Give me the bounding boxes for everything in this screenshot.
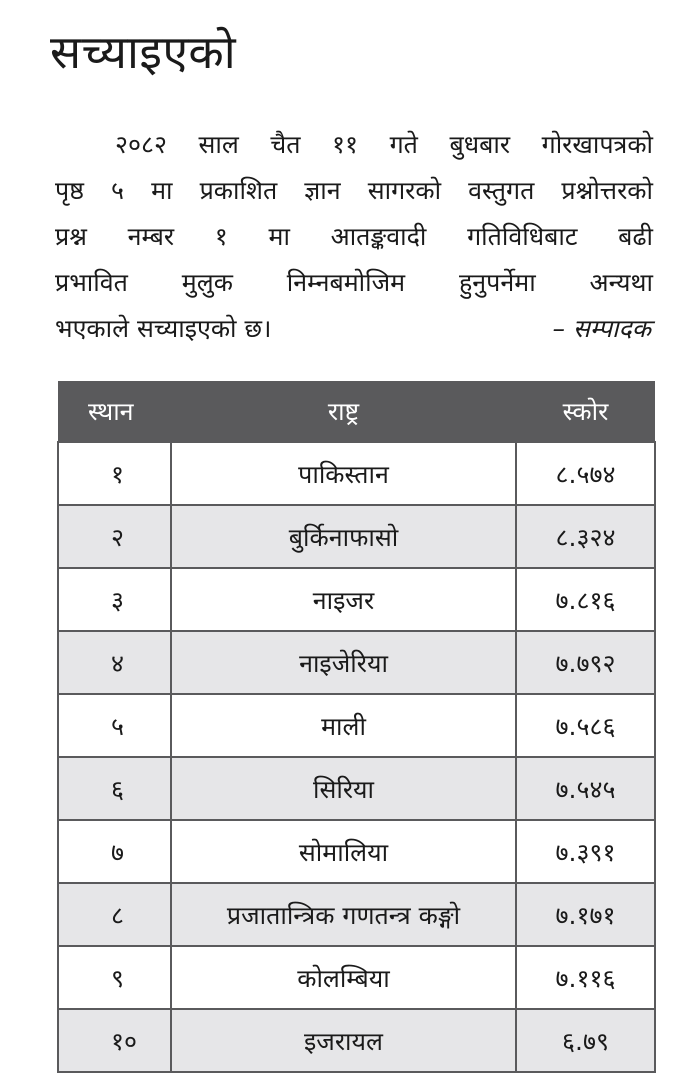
table-row [58,505,655,568]
cell-rank: ९ [58,946,171,1009]
cell-rank: २ [58,505,171,568]
cell-score: ७.१७१ [516,883,655,946]
cell-rank: ५ [58,694,171,757]
cell-score: ६.७९ [516,1009,655,1072]
cell-country: नाइजेरिया [171,631,516,694]
cell-country: कोलम्बिया [171,946,516,1009]
table-row [58,1009,655,1072]
page-title: सच्याइएको [50,25,237,79]
cell-score: ७.५८६ [516,694,655,757]
cell-score: ७.३९१ [516,820,655,883]
correction-notice [55,122,653,352]
table-row [58,694,655,757]
cell-rank: १० [58,1009,171,1072]
table-row [58,820,655,883]
notice-line-2: पृष्ठ ५ मा प्रकाशित ज्ञान सागरको वस्तुगत प्रश्नोत्तरको [55,176,653,205]
cell-rank: ४ [58,631,171,694]
table-row [58,946,655,1009]
cell-score: ८.३२४ [516,505,655,568]
cell-score: ७.५४५ [516,757,655,820]
cell-rank: ८ [58,883,171,946]
cell-rank: ३ [58,568,171,631]
notice-line-3: प्रश्न नम्बर १ मा आतङ्कवादी गतिविधिबाट बढी [55,222,653,251]
cell-country: सोमालिया [171,820,516,883]
cell-score: ७.११६ [516,946,655,1009]
editor-signature: – सम्पादक [552,314,651,343]
notice-line-5 [55,306,653,352]
cell-score: ७.७९२ [516,631,655,694]
cell-rank: ६ [58,757,171,820]
table-row [58,631,655,694]
cell-country: नाइजर [171,568,516,631]
table-row [58,568,655,631]
cell-country: प्रजातान्त्रिक गणतन्त्र कङ्गो [171,883,516,946]
notice-line-4: प्रभावित मुलुक निम्नबमोजिम हुनुपर्नेमा अन्यथा [55,268,653,297]
cell-country: पाकिस्तान [171,442,516,505]
cell-country: बुर्किनाफासो [171,505,516,568]
cell-country: सिरिया [171,757,516,820]
notice-line-1: २०८२ साल चैत ११ गते बुधबार गोरखापत्रको [115,130,653,159]
cell-rank: १ [58,442,171,505]
header-rank: स्थान [58,381,171,442]
terrorism-index-table [57,381,656,1073]
notice-line-5-text: भएकाले सच्याइएको छ। [55,314,272,343]
table-header-row [58,381,655,442]
table-row [58,442,655,505]
table-row [58,883,655,946]
cell-country: इजरायल [171,1009,516,1072]
cell-score: ८.५७४ [516,442,655,505]
header-country: राष्ट्र [171,381,516,442]
cell-country: माली [171,694,516,757]
table-row [58,757,655,820]
cell-score: ७.८१६ [516,568,655,631]
header-score: स्कोर [516,381,655,442]
cell-rank: ७ [58,820,171,883]
